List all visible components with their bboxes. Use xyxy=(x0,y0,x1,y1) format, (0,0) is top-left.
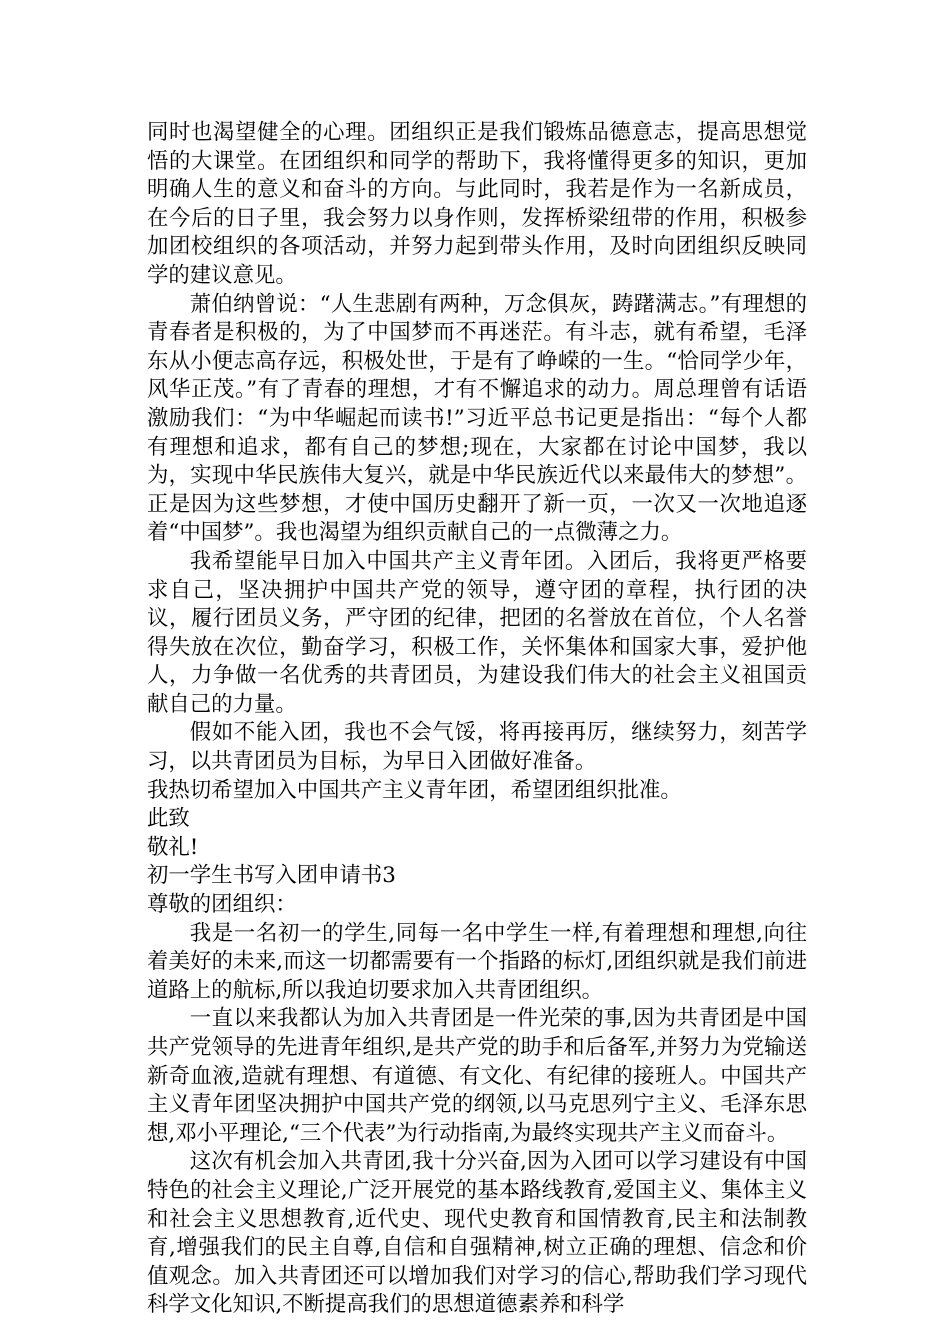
paragraph-if-not-admitted: 假如不能入团，我也不会气馁，将再接再厉，继续努力，刻苦学习，以共青团员为目标，为早日入团做好准备。 xyxy=(147,720,807,775)
closing-jingli: 敬礼! xyxy=(147,834,199,860)
paragraph-hope-to-join: 我希望能早日加入中国共产主义青年团。入团后，我将更严格要求自己，坚决拥护中国共产党的领导，遵守团的章程，执行团的决议，履行团员义务，严守团的纪律，把团的名誉放在首位，个人名誉得失放在次位，勤奋学习，积极工作，关怀集体和国家大事，爱护他人，力争做一名优秀的共青团员，为建设我们伟大的社会主义祖国贡献自己的力量。 xyxy=(147,548,807,717)
paragraph-request-approval: 我热切希望加入中国共产主义青年团，希望团组织批准。 xyxy=(147,777,682,803)
closing-cizhi: 此致 xyxy=(147,806,190,832)
paragraph-continuation: 同时也渴望健全的心理。团组织正是我们锻炼品德意志，提高思想觉悟的大课堂。在团组织和同学的帮助下，我将懂得更多的知识，更加明确人生的意义和奋斗的方向。与此同时，我若是作为一名新成员，在今后的日子里，我会努力以身作则，发挥桥梁纽带的作用，积极参加团校组织的各项活动，并努力起到带头作用，及时向团组织反映同学的建议意见。 xyxy=(147,120,807,288)
paragraph-xiao-bo-na: 萧伯纳曾说：“人生悲剧有两种，万念俱灰，踌躇满志。”有理想的青春者是积极的，为了中国梦而不再迷茫。有斗志，就有希望，毛泽东从小便志高存远，积极处世，于是有了峥嵘的一生。“恰同学少年，风华正茂。”有了青春的理想，才有不懈追求的动力。周总理曾有话语激励我们：“为中华崛起而读书!”习近平总书记更是指出：“每个人都有理想和追求，都有自己的梦想;现在，大家都在讨论中国梦，我以为，实现中华民族伟大复兴，就是中华民族近代以来最伟大的梦想”。正是因为这些梦想，才使中国历史翻开了新一页，一次又一次地追逐着“中国梦”。我也渴望为组织贡献自己的一点微薄之力。 xyxy=(147,291,807,546)
section-title: 初一学生书写入团申请书3 xyxy=(147,863,396,889)
document-body xyxy=(147,119,807,1320)
paragraph-glory-of-league: 一直以来我都认为加入共青团是一件光荣的事,因为共青团是中国共产党领导的先进青年组织,是共产党的助手和后备军,并努力为党输送新奇血液,造就有理想、有道德、有文化、有纪律的接班人。中国共产主义青年团坚决拥护中国共产党的纲领,以马克思列宁主义、毛泽东思想,邓小平理论,“三个代表”为行动指南,为最终实现共产主义而奋斗。 xyxy=(147,1006,807,1146)
salutation: 尊敬的团组织： xyxy=(147,892,297,918)
paragraph-opportunity: 这次有机会加入共青团,我十分兴奋,因为入团可以学习建设有中国特色的社会主义理论,广泛开展党的基本路线教育,爱国主义、集体主义和社会主义思想教育,近代史、现代史教育和国情教育,民主和法制教育,增强我们的民主自尊,自信和自强精神,树立正确的理想、信念和价值观念。加入共青团还可以增加我们对学习的信心,帮助我们学习现代科学文化知识,不断提高我们的思想道德素养和科学 xyxy=(147,1149,807,1318)
paragraph-i-am-student: 我是一名初一的学生,同每一名中学生一样,有着理想和理想,向往着美好的未来,而这一切都需要有一个指路的标灯,团组织就是我们前进道路上的航标,所以我迫切要求加入共青团组织。 xyxy=(147,920,807,1003)
